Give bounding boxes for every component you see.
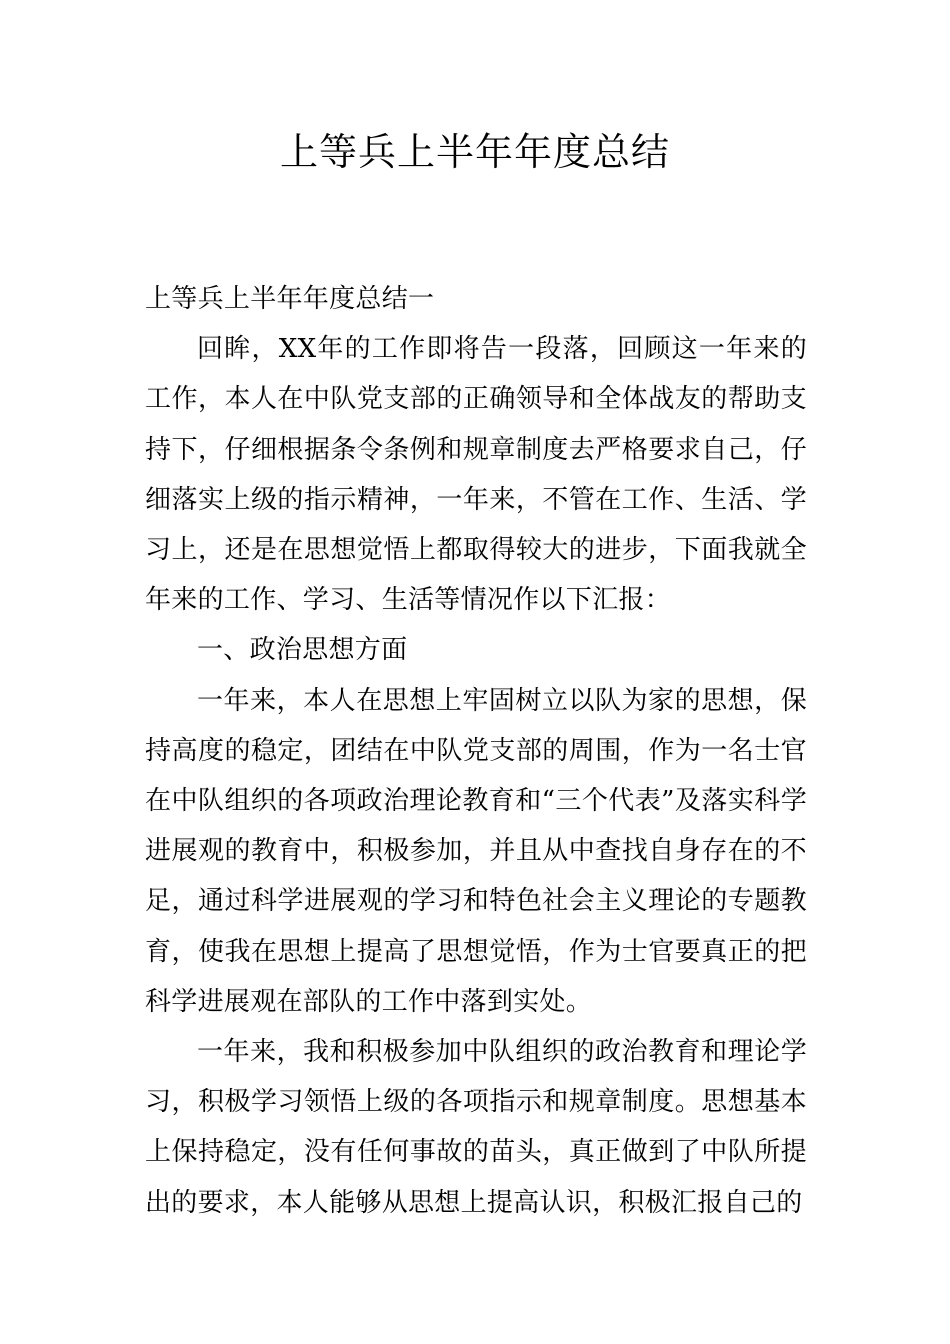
document-body (145, 274, 807, 1228)
document-title: 上等兵上半年年度总结 (279, 130, 670, 174)
paragraph-intro: 回眸，XX年的工作即将告一段落，回顾这一年来的工作，本人在中队党支部的正确领导和全体战友的帮助支持下，仔细根据条令条例和规章制度去严格要求自己，仔细落实上级的指示精神，一年来，不管在工作、生活、学习上，还是在思想觉悟上都取得较大的进步，下面我就全年来的工作、学习、生活等情况作以下汇报： (145, 334, 807, 616)
section-heading-political: 一、政治思想方面 (197, 635, 408, 666)
section-subtitle: 上等兵上半年年度总结一 (145, 284, 435, 314)
paragraph-political-2: 一年来，我和积极参加中队组织的政治教育和理论学习，积极学习领悟上级的各项指示和规章制度。思想基本上保持稳定，没有任何事故的苗头，真正做到了中队所提出的要求，本人能够从思想上提高认识，积极汇报自己的 (145, 1037, 807, 1218)
paragraph-political-1: 一年来，本人在思想上牢固树立以队为家的思想，保持高度的稳定，团结在中队党支部的周围，作为一名士官在中队组织的各项政治理论教育和“三个代表”及落实科学进展观的教育中，积极参加，并且从中查找自身存在的不足，通过科学进展观的学习和特色社会主义理论的专题教育，使我在思想上提高了思想觉悟，作为士官要真正的把科学进展观在部队的工作中落到实处。 (145, 685, 807, 1017)
